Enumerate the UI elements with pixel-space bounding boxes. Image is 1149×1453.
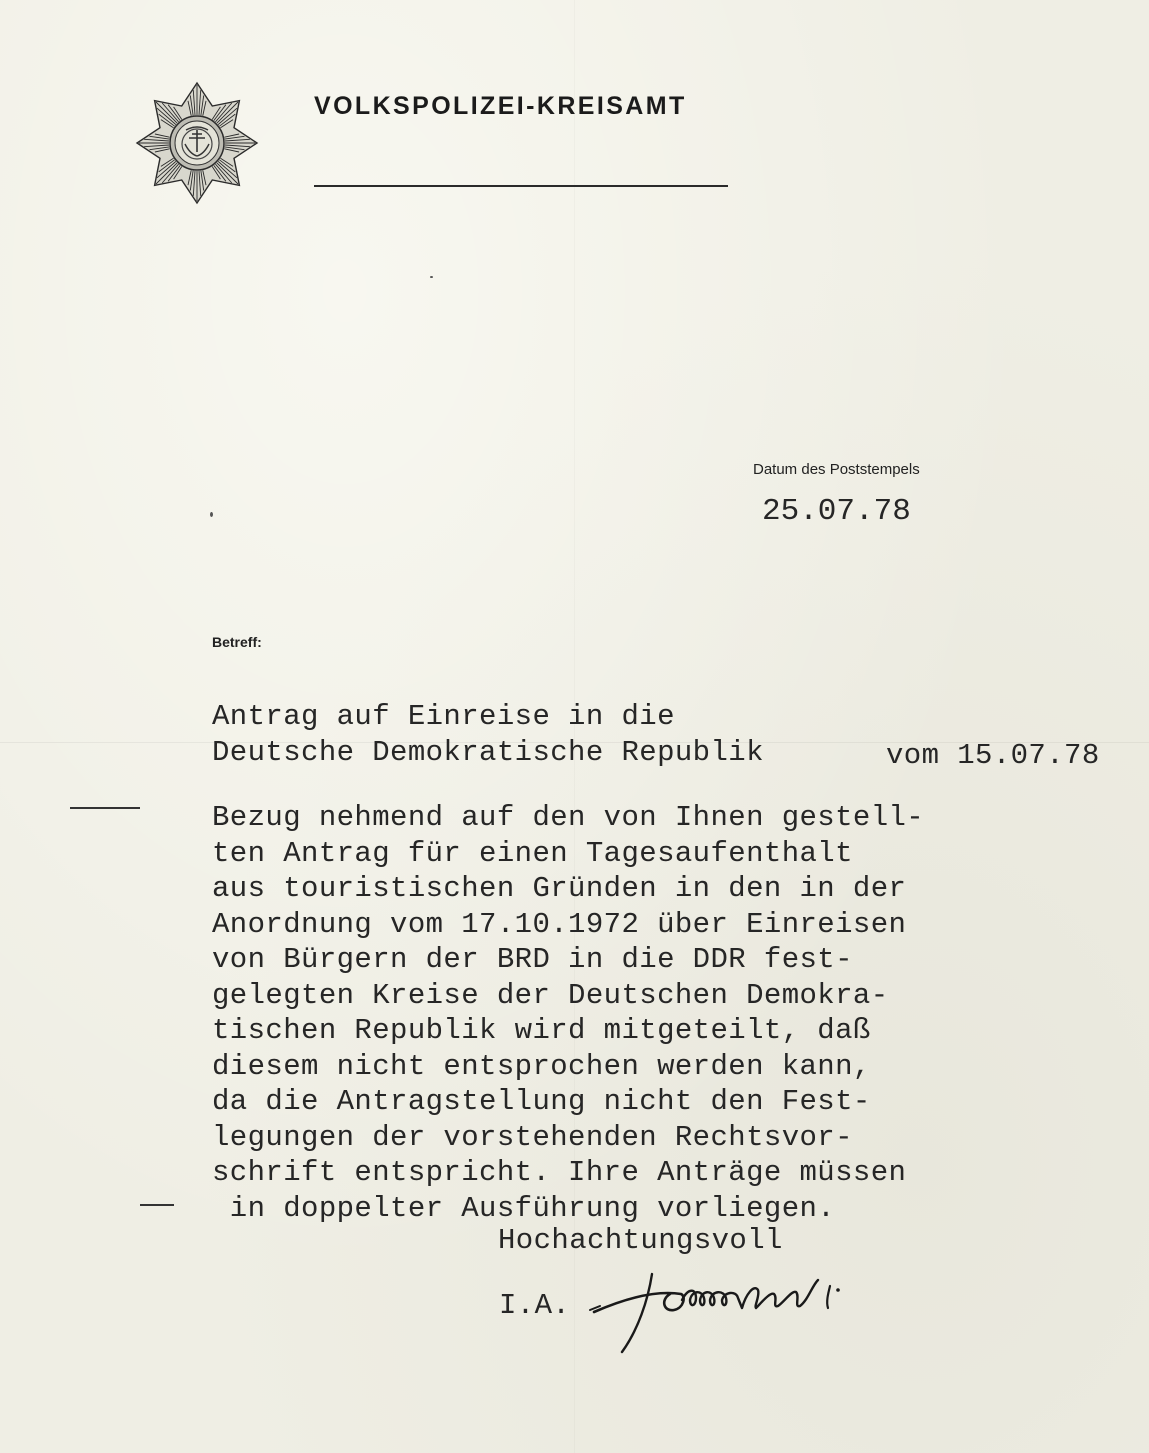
subject-line-2: Deutsche Demokratische Republik — [212, 736, 764, 769]
application-date: vom 15.07.78 — [886, 739, 1100, 772]
office-name: VOLKSPOLIZEI-KREISAMT — [314, 92, 687, 120]
subject-label: Betreff: — [212, 634, 262, 650]
letter-body: Bezug nehmend auf den von Ihnen gestell- ten Antrag für einen Tagesaufenthalt aus touristischen Gründen in den in der Anordnung vom 17.10.1972 über Einreisen von Bürgern der BRD in die DDR fest- gelegten Kreise der Deutschen Demokra- tischen Republik wird mitgeteilt, daß diesem nicht entsprochen werden kann, da die Antragstellung nicht den Fest- legungen der vorstehenden Rechtsvor- schrift entspricht. Ihre Anträge müssen in doppelter Ausführung vorliegen. — [212, 801, 925, 1225]
on-behalf-mark: I.A. — [499, 1289, 571, 1322]
paper-speck — [210, 512, 213, 517]
handwritten-signature-icon — [586, 1250, 886, 1360]
paper-speck — [430, 276, 433, 278]
closing-salutation: Hochachtungsvoll — [498, 1224, 783, 1257]
margin-fold-mark — [140, 1204, 174, 1206]
margin-fold-mark — [70, 807, 140, 809]
postmark-date: 25.07.78 — [762, 494, 911, 529]
letterhead-underline — [314, 185, 728, 187]
subject-line-1: Antrag auf Einreise in die — [212, 700, 675, 733]
postmark-date-label: Datum des Poststempels — [753, 461, 920, 478]
ddr-police-star-emblem-icon — [134, 80, 260, 206]
